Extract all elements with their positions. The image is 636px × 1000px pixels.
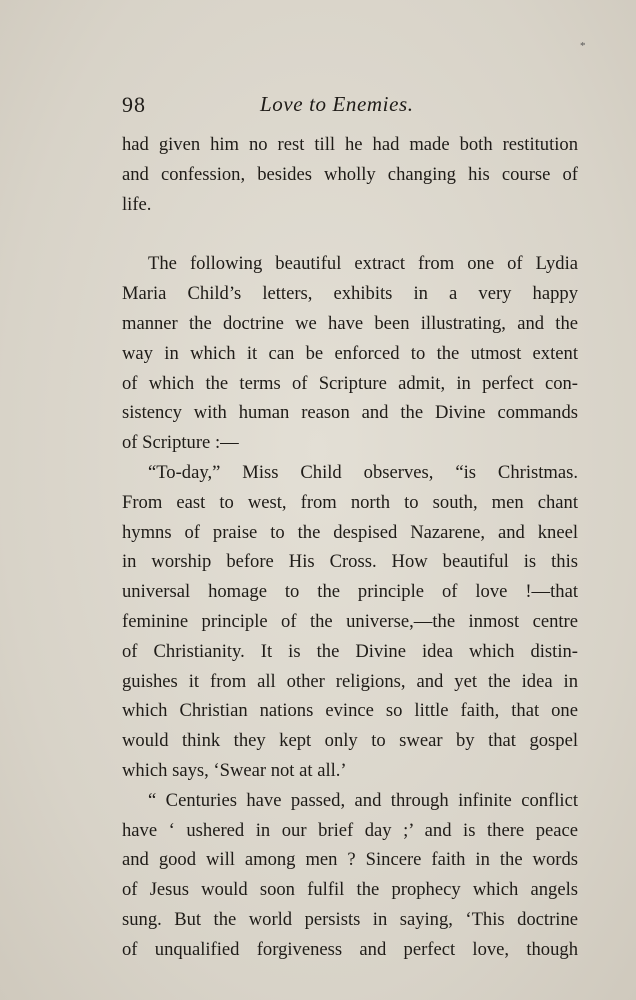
paragraph <box>122 249 578 458</box>
corner-mark: * <box>580 40 586 52</box>
text-line: which Christian nations evince so little faith, that one <box>122 700 578 722</box>
body-text <box>122 130 578 965</box>
text-line: The following beautiful extract from one of Lydia <box>148 253 578 275</box>
text-line: manner the doctrine we have been illustrating, and the <box>122 312 578 334</box>
text-line: feminine principle of the universe,—the inmost centre <box>122 610 578 632</box>
text-line: which says, ‘Swear not at all.’ <box>122 759 347 781</box>
text-line: in worship before His Cross. How beautiful is this <box>122 551 578 573</box>
text-line: of Christianity. It is the Divine idea which distin- <box>122 640 578 662</box>
text-line: of unqualified forgiveness and perfect love, though <box>122 938 578 960</box>
paragraph-gap <box>122 219 578 249</box>
paragraph <box>122 786 578 965</box>
page-header <box>122 92 578 122</box>
text-line: of Scripture :— <box>122 432 239 454</box>
text-line: “To-day,” Miss Child observes, “is Christmas. <box>148 461 578 483</box>
text-line: would think they kept only to swear by that gospel <box>122 730 578 752</box>
text-line: sung. But the world persists in saying, ‘This doctrine <box>122 908 578 930</box>
text-line: and confession, besides wholly changing his course of <box>122 163 578 185</box>
text-line: guishes it from all other religions, and yet the idea in <box>122 670 578 692</box>
text-line: universal homage to the principle of love !—that <box>122 581 578 603</box>
text-line: of which the terms of Scripture admit, in perfect con- <box>122 372 578 394</box>
running-title: Love to Enemies. <box>260 92 414 116</box>
text-line: way in which it can be enforced to the utmost extent <box>122 342 578 364</box>
text-line: Maria Child’s letters, exhibits in a very happy <box>122 283 578 305</box>
text-line: have ‘ ushered in our brief day ;’ and is there peace <box>122 819 578 841</box>
paragraph <box>122 458 578 786</box>
text-line: had given him no rest till he had made both restitution <box>122 134 578 155</box>
text-line: of Jesus would soon fulfil the prophecy which angels <box>122 879 578 901</box>
paragraph <box>122 130 578 219</box>
text-line: From east to west, from north to south, men chant <box>122 491 578 513</box>
text-line: “ Centuries have passed, and through infinite conflict <box>148 789 578 811</box>
text-line: life. <box>122 193 152 215</box>
text-line: and good will among men ? Sincere faith in the words <box>122 849 578 871</box>
text-line: sistency with human reason and the Divine commands <box>122 402 578 424</box>
page-number: 98 <box>122 92 146 117</box>
text-line: hymns of praise to the despised Nazarene, and kneel <box>122 521 578 543</box>
